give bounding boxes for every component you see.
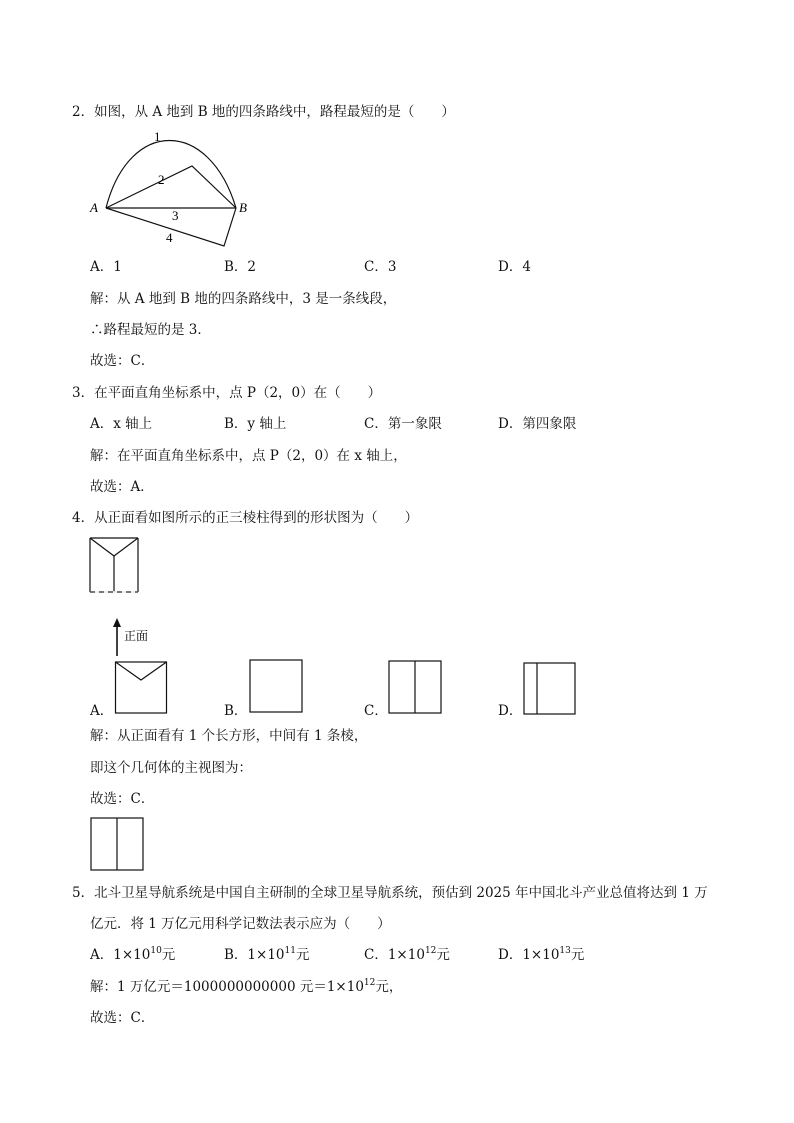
- route-label-3: 3: [172, 208, 179, 223]
- q4-option-b-figure: [248, 658, 304, 714]
- q5-option-c-exp: 12: [424, 946, 437, 956]
- q4-solution-line-1: 解：从正面看有 1 个长方形，中间有 1 条棱，: [90, 728, 368, 744]
- q4-option-c-figure: [387, 659, 443, 715]
- q4-option-a-letter: A．: [90, 703, 114, 719]
- route-label-2: 2: [158, 172, 165, 187]
- q4-option-c-letter: C．: [364, 703, 388, 719]
- q5-option-d-exp: 13: [559, 946, 571, 956]
- front-view-label: 正面: [124, 629, 149, 643]
- q4-solution-figure: [89, 816, 147, 874]
- q4-stem: 4．从正面看如图所示的正三棱柱得到的形状图为（ ）: [72, 510, 419, 526]
- q5-option-a-exp: 10: [150, 946, 162, 956]
- q4-option-d-letter: D．: [498, 703, 523, 719]
- q3-option-a: A．x 轴上: [90, 416, 153, 432]
- q5-option-a: [90, 946, 175, 964]
- q4-solution-line-2: 即这个几何体的主视图为：: [90, 760, 252, 776]
- q5-option-b-letter: B．: [224, 947, 248, 963]
- q5-option-b-base: 1×10: [247, 947, 285, 963]
- prism-top-left-slant: [90, 538, 114, 556]
- q5-option-a-letter: A．: [90, 947, 114, 963]
- q5-option-c-base: 1×10: [387, 947, 425, 963]
- q5-option-d-unit: 元: [570, 947, 585, 963]
- q5-option-b-unit: 元: [295, 947, 310, 963]
- q5-option-c-unit: 元: [436, 947, 450, 963]
- q2-solution-line-1: 解：从 A 地到 B 地的四条路线中，3 是一条线段，: [90, 291, 397, 307]
- q5-solution-line-1: [90, 978, 402, 996]
- q4-option-b-letter: B．: [224, 703, 248, 719]
- q5-solution-pre: 解：1 万亿元＝1000000000000 元＝1×10: [90, 979, 364, 995]
- label-b: B: [239, 200, 247, 215]
- q3-option-d: D．第四象限: [498, 416, 577, 432]
- prism-top-right-slant: [114, 538, 138, 556]
- route-label-1: 1: [154, 129, 161, 144]
- q3-option-b: B．y 轴上: [224, 416, 287, 432]
- q5-option-c-letter: C．: [364, 947, 388, 963]
- q2-option-c: C．3: [364, 259, 397, 275]
- q4-option-a-figure: [114, 660, 170, 716]
- route-2-path: [106, 166, 236, 208]
- q5-option-d: [498, 946, 584, 964]
- q5-stem-line-1: 5．北斗卫星导航系统是中国自主研制的全球卫星导航系统，预估到 2025 年中国北斗产业总值将达到 1 万: [72, 885, 708, 901]
- q2-option-b: B．2: [224, 259, 257, 275]
- q3-solution-line-1: 解：在平面直角坐标系中，点 P（2，0）在 x 轴上，: [90, 448, 407, 464]
- q2-option-d: D．4: [498, 259, 531, 275]
- label-a: A: [90, 200, 98, 215]
- route-label-4: 4: [166, 230, 173, 245]
- q5-solution-exp: 12: [363, 978, 376, 988]
- q2-solution-line-2: ∴路程最短的是 3．: [90, 322, 211, 338]
- q2-solution-line-3: 故选：C．: [90, 353, 155, 369]
- q2-option-a: A．1: [90, 259, 122, 275]
- q3-option-c: C．第一象限: [364, 416, 442, 432]
- q5-option-d-letter: D．: [498, 947, 523, 963]
- q3-stem: 3．在平面直角坐标系中，点 P（2，0）在（ ）: [72, 385, 382, 401]
- q5-option-c: [364, 946, 450, 964]
- q4-prism-figure: [86, 536, 176, 662]
- q4-option-d-figure: [522, 661, 578, 717]
- q5-option-a-base: 1×10: [113, 947, 151, 963]
- front-view-arrowhead: [113, 618, 121, 627]
- q5-option-a-unit: 元: [161, 947, 176, 963]
- q5-option-b: [224, 946, 309, 964]
- q5-solution-post: 元，: [375, 979, 403, 995]
- q5-stem-line-2: 亿元．将 1 万亿元用科学记数法表示应为（ ）: [90, 916, 391, 932]
- q2-route-figure: [84, 126, 264, 250]
- q5-option-b-exp: 11: [284, 946, 296, 956]
- q2-stem: 2．如图，从 A 地到 B 地的四条路线中，路程最短的是（ ）: [72, 104, 455, 120]
- q4-solution-line-3: 故选：C．: [90, 791, 155, 807]
- q3-solution-line-2: 故选：A．: [90, 479, 154, 495]
- q5-option-d-base: 1×10: [522, 947, 560, 963]
- q5-solution-answer: 故选：C．: [90, 1010, 155, 1026]
